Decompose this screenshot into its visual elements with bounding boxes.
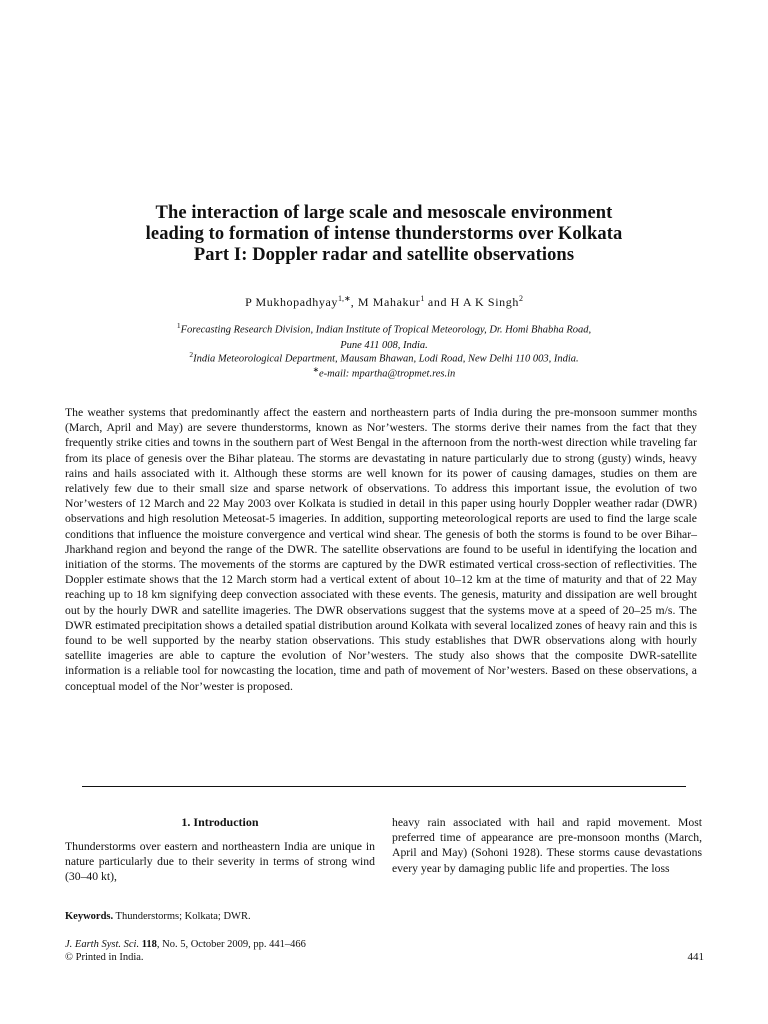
journal-issue: , No. 5, October 2009, pp. 441–466 bbox=[156, 939, 306, 950]
author-3: H A K Singh bbox=[450, 295, 519, 309]
keywords bbox=[65, 911, 565, 922]
paper-title bbox=[40, 203, 728, 266]
section-heading-introduction: 1. Introduction bbox=[181, 815, 259, 829]
author-2-sup: 1 bbox=[420, 294, 425, 303]
intro-left-text: Thunderstorms over eastern and northeastern India are unique in nature particularly due to their severity in terms of strong wind (30–40 kt), bbox=[65, 840, 375, 884]
affiliation-1-sup: 1 bbox=[176, 321, 181, 330]
keywords-label: Keywords. bbox=[65, 911, 114, 922]
email-sup: ∗ bbox=[312, 365, 319, 374]
left-column bbox=[65, 815, 375, 885]
page-number: 441 bbox=[687, 951, 704, 963]
journal-volume: 118 bbox=[141, 939, 157, 950]
author-1-sup: 1,∗ bbox=[338, 294, 351, 303]
author-2: M Mahakur bbox=[357, 295, 421, 309]
copyright-notice: © Printed in India. bbox=[65, 952, 144, 963]
affiliation-1-line-2: Pune 411 008, India. bbox=[340, 339, 428, 351]
affiliation-2-text: India Meteorological Department, Mausam Bhawan, Lodi Road, New Delhi 110 003, India. bbox=[193, 353, 579, 365]
abstract: The weather systems that predominantly affect the eastern and northeastern parts of India during the pre-monsoon summer months (March, April and May) are severe thunderstorms, known as Nor’westers. The storms derive their names from the fact that they frequently strike cities and towns in the southern part of West Bengal in the afternoon from the north-west direction while traveling far from its place of genesis over the Bihar plateau. The storms are devastating in nature particularly due to strong (gusty) winds, heavy rains and hails associated with it. Although these storms are well known for its power of causing damages, studies on them are relatively few due to their small size and sparse network of observations. To address this important issue, the evolution of two Nor’westers of 12 March and 22 May 2003 over Kolkata is studied in detail in this paper using hourly Doppler weather radar (DWR) observations and high resolution Meteosat-5 imageries. In addition, supporting meteorological reports are used to find the large scale conditions that influence the moisture convergence and vertical wind shear. The genesis of both the storms is found to be over Bihar–Jharkhand region and beyond the range of the DWR. The satellite observations are found to be useful in identifying the location and initiation of the storms. The movements of the storms are captured by the DWR estimated vertical cross-section of reflectivities. The Doppler estimate shows that the 12 March storm had a vertical extent of about 10–12 km at the time of maturity and that of 22 May reaching up to 18 km signifying deep convection associated with these events. The genesis, maturity and dissipation are well brought out by the hourly DWR and satellite imageries. The DWR observations suggest that the systems move at a speed of 20–25 m/s. The DWR estimated precipitation shows a detailed spatial distribution around Kolkata with several localized zones of heavy rain and this is found to be well supported by the nearby station observations. This study establishes that DWR observations along with hourly satellite imageries are able to capture the evolution of Nor’westers. The study also shows that the composite DWR-satellite information is a reliable tool for nowcasting the location, time and path of movement of Nor’westers. Based on these observations, a conceptual model of the Nor’wester is proposed. bbox=[65, 406, 697, 693]
affiliation-1-line-1: Forecasting Research Division, Indian Institute of Tropical Meteorology, Dr. Homi Bhabha Road, bbox=[180, 324, 592, 336]
author-list bbox=[40, 294, 728, 310]
affiliation-2-sup: 2 bbox=[189, 350, 194, 359]
author-separator: and bbox=[424, 295, 451, 309]
author-separator: , bbox=[350, 295, 358, 309]
corresponding-email bbox=[40, 362, 728, 382]
journal-name: J. Earth Syst. Sci. bbox=[65, 939, 140, 950]
title-line-3: Part I: Doppler radar and satellite observations bbox=[193, 245, 575, 265]
keywords-text: Thunderstorms; Kolkata; DWR. bbox=[113, 911, 251, 922]
journal-citation bbox=[65, 938, 565, 964]
author-3-sup: 2 bbox=[518, 294, 523, 303]
email-text: e-mail: mpartha@tropmet.res.in bbox=[318, 368, 456, 380]
intro-right-text: heavy rain associated with hail and rapid movement. Most preferred time of appearance are pre-monsoon months (March, April and May) (Sohoni 1928). These storms cause devastations every year by damaging public life and properties. The loss bbox=[392, 816, 702, 875]
section-divider bbox=[82, 786, 686, 787]
author-1: P Mukhopadhyay bbox=[245, 295, 339, 309]
title-line-2: leading to formation of intense thunderstorms over Kolkata bbox=[145, 224, 623, 244]
title-line-1: The interaction of large scale and mesoscale environment bbox=[155, 203, 613, 223]
